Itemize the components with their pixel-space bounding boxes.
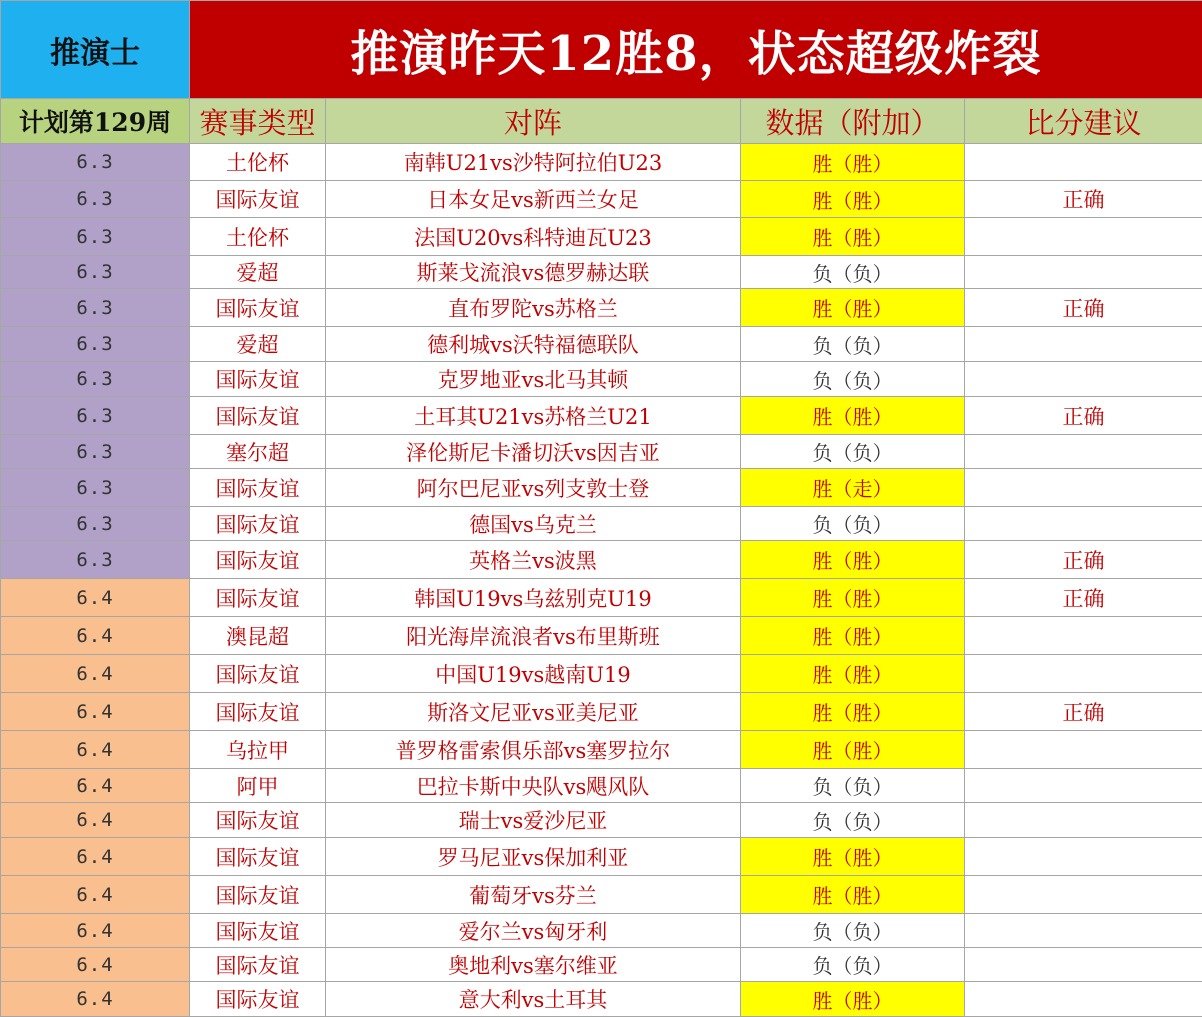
result-cell: 胜（胜）: [741, 579, 965, 617]
event-type-cell: 澳昆超: [190, 617, 326, 655]
plan-week-label: 计划第129周: [1, 99, 190, 144]
table-row: [1, 731, 1202, 769]
matchup-cell: 葡萄牙vs芬兰: [326, 876, 741, 914]
matchup-cell: 斯洛文尼亚vs亚美尼亚: [326, 693, 741, 731]
brand-cell: 推演士: [1, 1, 190, 99]
result-cell: 胜（胜）: [741, 982, 965, 1017]
event-type-cell: 爱超: [190, 327, 326, 362]
table-row: [1, 541, 1202, 579]
date-cell: 6.3: [1, 218, 190, 256]
verdict-cell: [965, 838, 1202, 876]
event-type-cell: 国际友谊: [190, 579, 326, 617]
verdict-cell: 正确: [965, 579, 1202, 617]
verdict-cell: 正确: [965, 181, 1202, 218]
table-row: [1, 435, 1202, 469]
result-cell: 胜（胜）: [741, 838, 965, 876]
verdict-cell: 正确: [965, 289, 1202, 327]
matchup-cell: 法国U20vs科特迪瓦U23: [326, 218, 741, 256]
date-cell: 6.4: [1, 876, 190, 914]
event-type-cell: 国际友谊: [190, 469, 326, 507]
verdict-cell: 正确: [965, 541, 1202, 579]
event-type-cell: 国际友谊: [190, 397, 326, 435]
result-cell: 负（负）: [741, 769, 965, 803]
date-cell: 6.4: [1, 838, 190, 876]
event-type-cell: 国际友谊: [190, 948, 326, 982]
event-type-cell: 国际友谊: [190, 803, 326, 838]
event-type-cell: 塞尔超: [190, 435, 326, 469]
result-cell: 胜（走）: [741, 469, 965, 507]
event-type-cell: 国际友谊: [190, 982, 326, 1017]
date-cell: 6.3: [1, 507, 190, 541]
result-cell: 负（负）: [741, 914, 965, 948]
table-row: [1, 693, 1202, 731]
header-score-suggestion: 比分建议: [965, 99, 1202, 144]
date-cell: 6.4: [1, 982, 190, 1017]
matchup-cell: 中国U19vs越南U19: [326, 655, 741, 693]
result-cell: 胜（胜）: [741, 181, 965, 218]
verdict-cell: [965, 617, 1202, 655]
result-cell: 负（负）: [741, 948, 965, 982]
date-cell: 6.3: [1, 435, 190, 469]
table-row: [1, 948, 1202, 982]
table-row: [1, 876, 1202, 914]
matchup-cell: 韩国U19vs乌兹别克U19: [326, 579, 741, 617]
event-type-cell: 爱超: [190, 256, 326, 289]
result-cell: 胜（胜）: [741, 541, 965, 579]
date-cell: 6.4: [1, 693, 190, 731]
matchup-cell: 阿尔巴尼亚vs列支敦士登: [326, 469, 741, 507]
event-type-cell: 国际友谊: [190, 838, 326, 876]
result-cell: 胜（胜）: [741, 617, 965, 655]
matchup-cell: 直布罗陀vs苏格兰: [326, 289, 741, 327]
event-type-cell: 国际友谊: [190, 655, 326, 693]
verdict-cell: [965, 914, 1202, 948]
verdict-cell: [965, 507, 1202, 541]
matchup-cell: 瑞士vs爱沙尼亚: [326, 803, 741, 838]
table-row: [1, 397, 1202, 435]
date-cell: 6.4: [1, 803, 190, 838]
date-cell: 6.4: [1, 655, 190, 693]
matchup-cell: 阳光海岸流浪者vs布里斯班: [326, 617, 741, 655]
table-row: [1, 803, 1202, 838]
matchup-cell: 普罗格雷索俱乐部vs塞罗拉尔: [326, 731, 741, 769]
result-cell: 负（负）: [741, 327, 965, 362]
headline-banner: 推演昨天12胜8，状态超级炸裂: [190, 1, 1202, 99]
table-row: [1, 982, 1202, 1017]
date-cell: 6.3: [1, 144, 190, 181]
result-cell: 负（负）: [741, 803, 965, 838]
verdict-cell: [965, 435, 1202, 469]
header-data: 数据（附加）: [741, 99, 965, 144]
date-cell: 6.3: [1, 469, 190, 507]
matchup-cell: 爱尔兰vs匈牙利: [326, 914, 741, 948]
verdict-cell: [965, 144, 1202, 181]
matchup-cell: 斯莱戈流浪vs德罗赫达联: [326, 256, 741, 289]
result-cell: 胜（胜）: [741, 693, 965, 731]
result-cell: 胜（胜）: [741, 731, 965, 769]
date-cell: 6.3: [1, 362, 190, 397]
date-cell: 6.3: [1, 289, 190, 327]
event-type-cell: 土伦杯: [190, 144, 326, 181]
matchup-cell: 英格兰vs波黑: [326, 541, 741, 579]
result-cell: 胜（胜）: [741, 289, 965, 327]
event-type-cell: 阿甲: [190, 769, 326, 803]
verdict-cell: [965, 948, 1202, 982]
matchup-cell: 日本女足vs新西兰女足: [326, 181, 741, 218]
date-cell: 6.4: [1, 579, 190, 617]
header-event-type: 赛事类型: [190, 99, 326, 144]
result-cell: 负（负）: [741, 362, 965, 397]
table-row: [1, 769, 1202, 803]
date-cell: 6.3: [1, 541, 190, 579]
table-row: [1, 507, 1202, 541]
table-row: [1, 579, 1202, 617]
header-row: [1, 99, 1202, 144]
matchup-cell: 奥地利vs塞尔维亚: [326, 948, 741, 982]
verdict-cell: [965, 803, 1202, 838]
event-type-cell: 国际友谊: [190, 541, 326, 579]
matchup-cell: 德利城vs沃特福德联队: [326, 327, 741, 362]
result-cell: 胜（胜）: [741, 218, 965, 256]
verdict-cell: 正确: [965, 397, 1202, 435]
matchup-cell: 克罗地亚vs北马其顿: [326, 362, 741, 397]
table-row: [1, 218, 1202, 256]
result-cell: 负（负）: [741, 507, 965, 541]
table-row: [1, 289, 1202, 327]
table-row: [1, 617, 1202, 655]
event-type-cell: 国际友谊: [190, 362, 326, 397]
table-row: [1, 914, 1202, 948]
title-row: [1, 1, 1202, 99]
date-cell: 6.4: [1, 769, 190, 803]
date-cell: 6.4: [1, 914, 190, 948]
verdict-cell: [965, 218, 1202, 256]
date-cell: 6.3: [1, 397, 190, 435]
date-cell: 6.4: [1, 948, 190, 982]
matchup-cell: 罗马尼亚vs保加利亚: [326, 838, 741, 876]
matchup-cell: 意大利vs土耳其: [326, 982, 741, 1017]
table-row: [1, 362, 1202, 397]
matchup-cell: 巴拉卡斯中央队vs飓风队: [326, 769, 741, 803]
verdict-cell: [965, 469, 1202, 507]
event-type-cell: 国际友谊: [190, 693, 326, 731]
event-type-cell: 国际友谊: [190, 181, 326, 218]
date-cell: 6.3: [1, 327, 190, 362]
result-cell: 负（负）: [741, 435, 965, 469]
verdict-cell: [965, 327, 1202, 362]
date-cell: 6.3: [1, 256, 190, 289]
event-type-cell: 国际友谊: [190, 914, 326, 948]
result-cell: 胜（胜）: [741, 144, 965, 181]
table-row: [1, 181, 1202, 218]
verdict-cell: [965, 769, 1202, 803]
matchup-cell: 土耳其U21vs苏格兰U21: [326, 397, 741, 435]
event-type-cell: 乌拉甲: [190, 731, 326, 769]
date-cell: 6.3: [1, 181, 190, 218]
matchup-cell: 南韩U21vs沙特阿拉伯U23: [326, 144, 741, 181]
table-row: [1, 655, 1202, 693]
verdict-cell: [965, 256, 1202, 289]
date-cell: 6.4: [1, 731, 190, 769]
verdict-cell: [965, 655, 1202, 693]
table-row: [1, 256, 1202, 289]
matchup-cell: 德国vs乌克兰: [326, 507, 741, 541]
verdict-cell: [965, 876, 1202, 914]
table-row: [1, 838, 1202, 876]
header-matchup: 对阵: [326, 99, 741, 144]
table-row: [1, 144, 1202, 181]
matchup-cell: 泽伦斯尼卡潘切沃vs因吉亚: [326, 435, 741, 469]
verdict-cell: 正确: [965, 693, 1202, 731]
table-row: [1, 327, 1202, 362]
verdict-cell: [965, 362, 1202, 397]
date-cell: 6.4: [1, 617, 190, 655]
result-cell: 负（负）: [741, 256, 965, 289]
result-cell: 胜（胜）: [741, 655, 965, 693]
verdict-cell: [965, 731, 1202, 769]
table-row: [1, 469, 1202, 507]
event-type-cell: 国际友谊: [190, 289, 326, 327]
event-type-cell: 国际友谊: [190, 507, 326, 541]
event-type-cell: 国际友谊: [190, 876, 326, 914]
result-cell: 胜（胜）: [741, 876, 965, 914]
result-cell: 胜（胜）: [741, 397, 965, 435]
event-type-cell: 土伦杯: [190, 218, 326, 256]
verdict-cell: [965, 982, 1202, 1017]
